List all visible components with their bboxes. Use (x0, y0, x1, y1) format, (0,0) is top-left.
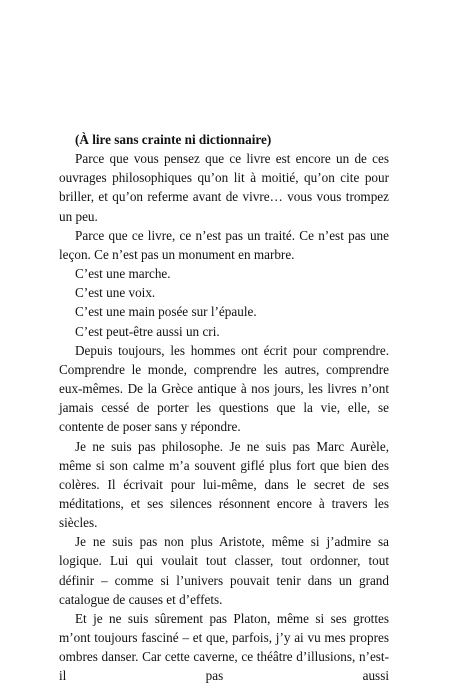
paragraph: Parce que vous pensez que ce livre est encore un de ces ouvrages philosophiques qu’on lit à moitié, qu’on cite pour briller, et qu’on referme avant de vivre… vous vous trompez un peu. (59, 151, 389, 224)
paragraph: C’est une voix. (75, 285, 156, 301)
paragraph: C’est peut-être aussi un cri. (75, 323, 220, 339)
paragraph: Je ne suis pas non plus Aristote, même si j’admire sa logique. Lui qui voulait tout classer, tout ordonner, tout définir – comme si l’univers pouvait tenir dans un grand catalogue de causes et d’effets. (59, 534, 389, 607)
paragraph: Et je ne suis sûrement pas Platon, même si ses grottes m’ont toujours fasciné – et que, parfois, j’y ai vu mes propres ombres danser. Car cette caverne, ce théâtre d’illusions, n’est-il pas aussi (59, 610, 389, 684)
page-body-text (59, 130, 389, 686)
paragraph: Depuis toujours, les hommes ont écrit pour comprendre. Comprendre le monde, comprendre les autres, comprendre eux-mêmes. De la Grèce antique à nos jours, les livres n’ont jamais cessé de porter les questions que la vie, elle, se contente de poser sans y répondre. (59, 342, 389, 435)
paragraph: Parce que ce livre, ce n’est pas un traité. Ce n’est pas une leçon. Ce n’est pas un monument en marbre. (59, 227, 389, 262)
paragraph: Je ne suis pas philosophe. Je ne suis pas Marc Aurèle, même si son calme m’a souvent giflé plus fort que bien des colères. Il écrivait pour lui-même, dans le secret de ses méditations, et ses silences résonnent encore à travers les siècles. (59, 438, 389, 531)
paragraph: C’est une marche. (75, 266, 171, 282)
paragraph: C’est une main posée sur l’épaule. (75, 304, 257, 320)
section-heading: (À lire sans crainte ni dictionnaire) (75, 132, 272, 147)
